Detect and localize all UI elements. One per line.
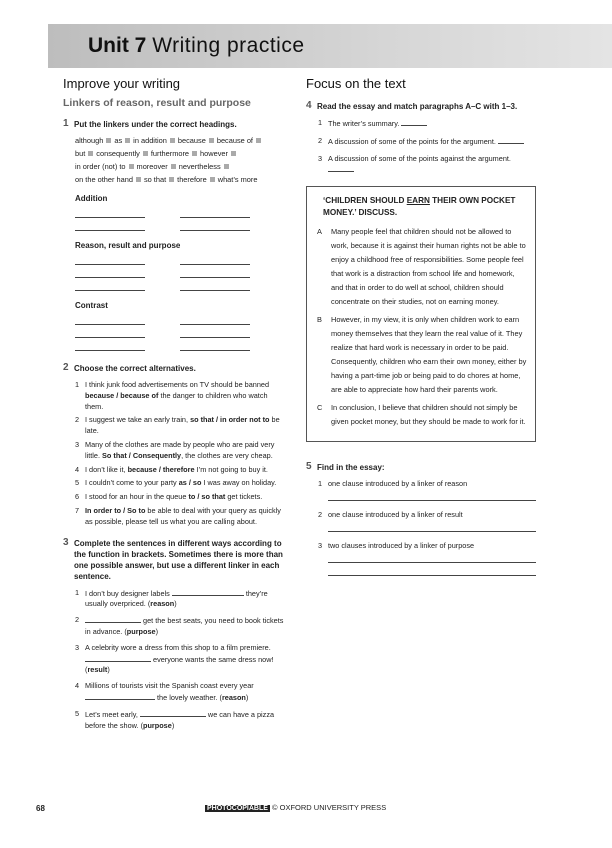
item-text: ) [155,626,159,636]
item-text: the lovely weather. ( [155,692,222,702]
answer-blanks [63,318,285,351]
fill-blank[interactable] [85,692,155,700]
right-column [306,76,536,585]
linker-word: although [75,136,104,145]
exercise-3-item [75,615,285,638]
item-text: A discussion of some of the points for the argument. [328,136,496,146]
item-number: 3 [318,540,323,550]
answer-blank[interactable] [180,344,250,351]
exercise-2-item [75,415,285,437]
item-text: I stood for an hour in the queue [85,492,189,502]
answer-line[interactable] [328,524,536,532]
exercise-3-item [75,681,285,704]
exercise-2-item [75,506,285,528]
exercise-5-item [318,510,536,521]
linker-word: so that [143,175,167,184]
answer-line[interactable] [328,555,536,563]
left-column [63,76,285,736]
item-text: A discussion of some of the points against the argument. [328,153,511,163]
essay-title: ‘CHILDREN SHOULD EARN THEIR OWN POCKET MONEY.’ DISCUSS. [323,196,516,218]
item-text: Let’s meet early, [85,709,140,719]
separator-square [106,138,111,143]
exercise-5-number: 5 [306,461,312,473]
exercise-4-item [318,154,536,177]
answer-blank[interactable] [180,284,250,291]
item-text: Millions of tourists visit the Spanish coast every year [85,681,254,691]
item-text: we can have a pizza before the show. ( [85,709,275,730]
answer-line[interactable] [328,493,536,501]
item-number: 7 [75,505,80,515]
exercise-2-number: 2 [63,362,69,373]
section-subtitle: Linkers of reason, result and purpose [63,97,251,109]
paragraph-text: Many people feel that children should not be allowed to work, because it is against their human rights not be able to enjoy a childhood free of responsibilities. Some people feel that work is a distraction from school life and homework, and that in order to do well at school, children should concentrate on their studies, not on earning money. [331,227,526,307]
linker-word: because of [216,136,253,145]
page-number: 68 [36,804,45,813]
answer-blanks [63,211,285,231]
linker-word: but [75,149,86,158]
function-keyword: reason [221,692,246,702]
separator-square [125,138,130,143]
exercise-4-item [318,118,536,130]
spacer [318,581,536,585]
item-text: everyone wants the same dress now! ( [85,654,274,675]
publisher: © OXFORD UNIVERSITY PRESS [272,803,387,812]
exercise-4-instruction: 4 Read the essay and match paragraphs A–C with 1–3. [306,100,518,111]
item-number: 3 [75,439,80,449]
exercise-2-item [75,380,285,412]
exercise-4-number: 4 [306,100,312,111]
exercise-1-number: 1 [63,118,69,129]
item-number: 6 [75,492,80,502]
separator-square [136,177,141,182]
linker-word: in order (not) to [75,162,126,171]
fill-blank[interactable] [172,588,244,596]
separator-square [224,164,229,169]
group-label-0: Addition [75,194,108,203]
item-number: 1 [318,479,323,489]
paragraph-letter: C [317,403,323,413]
answer-line[interactable] [328,568,536,576]
item-number: 2 [318,509,323,519]
answer-blank[interactable] [401,118,427,126]
linker-word: what’s more [217,175,258,184]
unit-label: Unit 7 [88,34,147,57]
answer-blank[interactable] [75,284,145,291]
item-number: 1 [318,118,323,127]
answer-blank[interactable] [180,331,250,338]
alternatives[interactable]: because / therefore [127,464,195,474]
separator-square [171,164,176,169]
answer-blank[interactable] [75,318,145,325]
exercise-5-items [306,479,536,584]
answer-blank[interactable] [75,331,145,338]
item-text: one clause introduced by a linker of result [328,509,463,519]
linker-word: however [200,149,228,158]
exercise-5-item [318,541,536,552]
linker-box [63,134,285,186]
footer-credit [205,803,386,812]
answer-blank[interactable] [328,164,354,172]
item-number: 3 [318,153,323,163]
alternatives[interactable]: so that / in order not to [190,415,270,425]
answer-blanks [63,258,285,291]
separator-square [169,177,174,182]
item-number: 5 [75,478,80,488]
paragraph-text: In conclusion, I believe that children should not simply be given pocket money, but they should be made to work for it. [331,403,526,427]
exercise-5-instruction: 5 Find in the essay: [306,461,385,473]
function-keyword: result [87,665,108,675]
item-text: ) [174,599,177,609]
item-number: 4 [75,681,80,691]
essay-box [306,186,536,442]
separator-square [256,138,261,143]
item-text: one clause introduced by a linker of reason [328,479,468,489]
linker-word: in addition [133,136,167,145]
item-number: 2 [75,415,80,425]
item-text: A celebrity wore a dress from this shop to a film premiere. [85,642,271,652]
answer-blank[interactable] [180,224,250,231]
linker-line [75,134,285,147]
answer-blank[interactable] [180,258,250,265]
paragraph-letter: A [317,227,322,237]
exercise-2-item [75,465,285,476]
exercise-5-item [318,479,536,490]
exercise-4-items [306,118,536,176]
exercise-2-item [75,478,285,489]
function-keyword: purpose [143,720,172,730]
item-text: the danger to children who watch them. [85,390,268,411]
essay-paragraph [317,313,527,397]
exercise-3-number: 3 [63,536,69,548]
linker-line [75,147,285,160]
answer-blank[interactable] [75,211,145,218]
answer-blank[interactable] [75,224,145,231]
item-text: get tickets. [225,492,263,502]
item-text: I suggest we take an early train, [85,415,191,425]
separator-square [209,138,214,143]
item-text: ) [245,692,249,702]
exercise-3-items [63,588,285,732]
item-number: 1 [75,587,80,597]
answer-blank[interactable] [75,271,145,278]
item-text: be able to deal with your query as quickly as possible, please tell us what you are calling about. [85,505,281,526]
linker-word: nevertheless [178,162,221,171]
linker-word: as [114,136,123,145]
alternatives[interactable]: to / so that [188,492,226,502]
fill-blank[interactable] [85,654,151,662]
linker-word: on the other hand [75,175,133,184]
exercise-3-instruction: 3 Complete the sentences in different ways according to the function in brackets. Sometimes there is more than one possible answer, but use a different linker in each sentence. [63,536,283,581]
item-text: I don’t buy designer labels [85,588,172,598]
item-text: be late. [85,415,280,436]
separator-square [192,151,197,156]
separator-square [210,177,215,182]
item-text: I couldn’t come to your party [85,478,179,488]
separator-square [143,151,148,156]
section-title-focus: Focus on the text [306,76,406,91]
linker-word: therefore [177,175,207,184]
linker-word: furthermore [150,149,190,158]
photocopiable-badge: PHOTOCOPIABLE [207,805,268,812]
exercise-2-item [75,440,285,462]
item-text: ) [107,665,110,675]
exercise-4-item [318,136,536,148]
exercise-2-instruction: 2 Choose the correct alternatives. [63,362,196,373]
paragraph-letter: B [317,315,322,325]
item-text: The writer’s summary. [328,119,400,128]
item-text: they’re usually overpriced. ( [85,588,268,609]
separator-square [129,164,134,169]
group-label-2: Contrast [75,301,108,310]
item-number: 1 [75,380,80,389]
separator-square [170,138,175,143]
item-text: two clauses introduced by a linker of purpose [328,540,475,550]
item-text: , the clothes are very cheap. [181,450,273,460]
linker-line [75,173,285,186]
separator-square [231,151,236,156]
answer-blank[interactable] [180,271,250,278]
paragraph-text: However, in my view, it is only when children work to earn money themselves that they learn the real value of it. They realize that hard work is necessary in order to be paid. Consequently, children who earn their own money, either by having a part-time job or being paid to do chores at home, are able to appreciate how hard their parents work. [331,315,527,395]
item-number: 2 [318,135,323,145]
exercise-1-instruction: 1 Put the linkers under the correct headings. [63,118,237,129]
separator-square [88,151,93,156]
item-text: get the best seats, you need to book tickets in advance. ( [85,616,284,636]
answer-blank[interactable] [75,258,145,265]
linker-word: because [177,136,206,145]
section-title-improve: Improve your writing [63,76,181,91]
answer-blank[interactable] [498,136,524,144]
exercise-3-item [75,643,285,676]
fill-blank[interactable] [85,615,141,623]
linker-word: moreover [136,162,168,171]
answer-blank[interactable] [75,344,145,351]
linker-line [75,160,285,173]
exercise-3-item [75,709,285,732]
item-text: I don’t like it, [85,464,128,474]
item-text: Many of the clothes are made by people who are paid very little. [85,439,275,460]
answer-blank[interactable] [180,318,250,325]
function-keyword: reason [150,599,175,609]
item-number: 3 [75,642,80,652]
exercise-2-items [63,380,285,528]
alternatives[interactable]: In order to / So to [85,505,146,515]
page-title [88,34,305,58]
fill-blank[interactable] [140,709,206,717]
group-label-1: Reason, result and purpose [75,241,181,250]
item-text: I’m not going to buy it. [194,464,268,474]
item-number: 4 [75,464,80,474]
item-text: I think junk food advertisements on TV should be banned [85,380,270,389]
essay-paragraph [317,225,527,309]
alternatives[interactable]: because / because of [85,390,159,400]
alternatives[interactable]: as / so [178,478,202,488]
item-number: 5 [75,708,80,718]
alternatives[interactable]: So that / Consequently [102,450,182,460]
item-number: 2 [75,615,80,625]
exercise-3-item [75,588,285,611]
linker-word: consequently [96,149,140,158]
function-keyword: purpose [126,626,156,636]
essay-paragraph [317,401,527,429]
answer-blank[interactable] [180,211,250,218]
unit-title: Writing practice [152,34,305,57]
item-text: I was away on holiday. [201,478,277,488]
item-text: ) [171,720,175,730]
exercise-2-item [75,492,285,503]
